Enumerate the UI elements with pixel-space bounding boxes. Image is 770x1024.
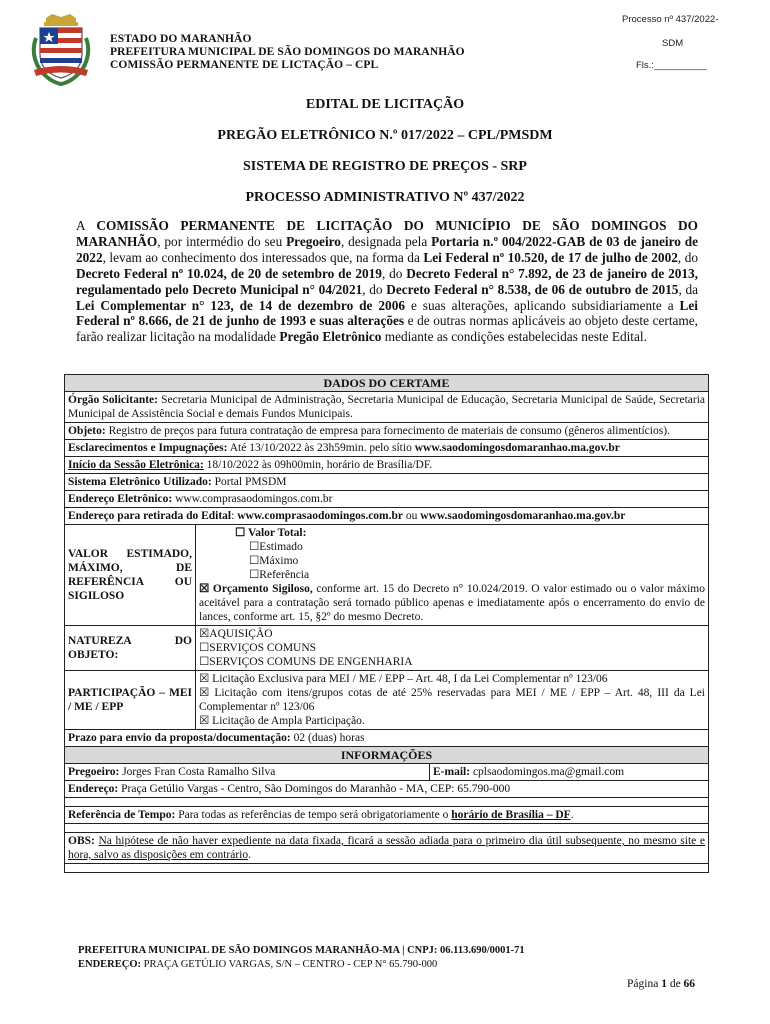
retirada-site2-link[interactable]: www.saodomingosdomaranhao.ma.gov.br <box>420 510 626 522</box>
orcamento-sigiloso-checkbox[interactable]: ☒ Orçamento Sigiloso, <box>199 583 313 595</box>
spacer <box>65 824 709 833</box>
certame-table <box>64 374 709 873</box>
srp-title: SISTEMA DE REGISTRO DE PREÇOS - SRP <box>243 159 527 174</box>
tempo-end: . <box>570 809 574 821</box>
processo-title: PROCESSO ADMINISTRATIVO Nº 437/2022 <box>245 190 525 205</box>
endereco-eletronico-link[interactable]: www.comprasaodomingos.com.br <box>172 493 333 505</box>
intro-law-10520: Lei Federal nº 10.520, de 17 de julho de 2002 <box>423 249 678 265</box>
esclarecimentos-label: Esclarecimentos e Impugnações: <box>68 442 228 454</box>
header-commission: COMISSÃO PERMANENTE DE LICTAÇÃO – CPL <box>110 59 379 71</box>
intro-pregoeiro: Pregoeiro <box>286 233 341 249</box>
orgao-row <box>65 392 709 423</box>
intro-text: e suas alterações, aplicando subsidiariamente a <box>405 297 680 313</box>
process-number: Processo nº 437/2022- <box>622 14 719 25</box>
intro-text: , da <box>678 281 699 297</box>
servicos-engenharia-checkbox[interactable]: ☐SERVIÇOS COMUNS DE ENGENHARIA <box>199 656 413 668</box>
retirada-sep: : <box>231 510 238 522</box>
ampla-checkbox[interactable]: ☒ Licitação de Ampla Participação. <box>199 715 365 727</box>
page-current: 1 <box>661 978 667 990</box>
sheet-number-field: Fls.:__________ <box>636 60 707 71</box>
inicio-value: 18/10/2022 às 09h00min, horário de Brasília/DF. <box>203 459 433 471</box>
intro-text: , do <box>381 265 407 281</box>
participacao-label: PARTICIPAÇÃO – MEI / ME / EPP <box>65 671 196 730</box>
sistema-value: Portal PMSDM <box>211 476 287 488</box>
intro-text: A <box>76 218 97 233</box>
natureza-options <box>196 626 709 671</box>
intro-text: , por intermédio do seu <box>157 233 287 249</box>
page-number <box>627 978 695 990</box>
esclarecimentos-value: Até 13/10/2022 às 23h59min. pelo sítio <box>227 442 415 454</box>
intro-decree-7892: Decreto Federal n° 7.892, de 23 de janeiro de 2013, regulamentado pelo Decreto Municipal n° 04/2021 <box>76 265 698 297</box>
esclarecimentos-row <box>65 440 709 457</box>
estimado-checkbox[interactable]: ☐Estimado <box>249 541 303 553</box>
intro-lc-123: Lei Complementar n° 123, de 14 de dezembro de 2006 <box>76 297 405 313</box>
intro-text: , do <box>677 249 698 265</box>
endereco-row <box>65 781 709 798</box>
valor-total-checkbox[interactable]: ☐ Valor Total: <box>235 527 307 539</box>
retirada-label: Endereço para retirada do Edital <box>68 510 232 522</box>
orcamento-sigiloso-option <box>199 582 705 624</box>
endereco-eletronico-row <box>65 491 709 508</box>
tempo-value: Para todas as referências de tempo será obrigatoriamente o <box>175 809 452 821</box>
objeto-label: Objeto: <box>68 425 106 437</box>
tempo-row <box>65 807 709 824</box>
servicos-comuns-checkbox[interactable]: ☐SERVIÇOS COMUNS <box>199 642 317 654</box>
participacao-options <box>196 671 709 730</box>
orcamento-sigiloso-text: conforme art. 15 do Decreto n° 10.024/2019. O valor estimado ou o valor máximo aceitável para a contratação será tornado público apenas e imediatamente após o encerramento do envio de lances, conforme art. 15, §2º do mesmo Decreto. <box>199 583 705 623</box>
certame-header: DADOS DO CERTAME <box>65 375 709 392</box>
obs-label: OBS: <box>68 835 95 847</box>
sistema-row <box>65 474 709 491</box>
intro-portaria: Portaria n.º 004/2022-GAB de 03 de janeiro de 2022 <box>76 233 698 265</box>
retirada-or: ou <box>403 510 421 522</box>
municipal-coat-of-arms-icon <box>26 14 96 86</box>
exclusiva-checkbox[interactable]: ☒ Licitação Exclusiva para MEI / ME / EPP – Art. 48, I da Lei Complementar nº 123/06 <box>199 673 608 685</box>
obs-value: Na hipótese de não haver expediente na data fixada, ficará a sessão adiada para o primeiro dia útil subsequente, no mesmo site e hora, salvo as disposições em contrário <box>68 835 706 861</box>
endereco-label: Endereço: <box>68 783 119 795</box>
page-of: de <box>666 978 684 990</box>
intro-text: , do <box>362 281 387 297</box>
email-link[interactable]: cplsaodomingos.ma@gmail.com <box>470 766 625 778</box>
inicio-row <box>65 457 709 474</box>
footer-address-label: ENDEREÇO: <box>78 959 142 970</box>
aquisicao-checkbox[interactable]: ☒AQUISIÇÃO <box>199 628 273 640</box>
pregoeiro-label: Pregoeiro: <box>68 766 120 778</box>
pregao-title: PREGÃO ELETRÔNICO N.º 017/2022 – CPL/PMSDM <box>217 128 553 143</box>
info-header: INFORMAÇÕES <box>65 747 709 764</box>
retirada-row <box>65 508 709 525</box>
valor-options <box>196 525 709 626</box>
retirada-site-link[interactable]: www.comprasaodomingos.com.br <box>237 510 404 522</box>
orgao-value: Secretaria Municipal de Administração, Secretaria Municipal de Educação, Secretaria Municipal de Saúde, Secretaria Municipal de Assistência Social e demais Fundos Municipais. <box>68 394 706 420</box>
intro-law-8666: Lei Federal nº 8.666, de 21 de junho de 1993 e suas alterações <box>76 297 698 329</box>
esclarecimentos-site-link[interactable]: www.saodomingosdomaranhao.ma.gov.br <box>414 442 620 454</box>
spacer <box>65 864 709 873</box>
obs-end: . <box>248 849 251 861</box>
email-cell <box>430 764 627 780</box>
tempo-brasilia: horário de Brasília – DF <box>451 809 571 821</box>
valor-label: VALOR ESTIMADO, MÁXIMO, DE REFERÊNCIA OU SIGILOSO <box>65 525 196 626</box>
intro-text: e de outras normas aplicáveis ao objeto deste certame, farão realizar licitação na modalidade <box>76 313 698 345</box>
footer-prefeitura: PREFEITURA MUNICIPAL DE SÃO DOMINGOS MARANHÃO-MA | CNPJ: 06.113.690/0001-71 <box>78 945 525 956</box>
intro-decree-10024: Decreto Federal nº 10.024, de 20 de setembro de 2019 <box>76 265 382 281</box>
page-total: 66 <box>683 978 696 990</box>
page-title: EDITAL DE LICITAÇÃO <box>305 97 465 112</box>
prazo-label: Prazo para envio da proposta/documentação: <box>68 732 291 744</box>
pregoeiro-value: Jorges Fran Costa Ramalho Silva <box>119 766 276 778</box>
header-state: ESTADO DO MARANHÃO <box>110 33 252 45</box>
cotas-checkbox[interactable]: ☒ Licitação com itens/grupos cotas de até 25% reservadas para MEI / ME / EPP – Art. 48, III da Lei Complementar nº 123/06 <box>199 687 705 713</box>
natureza-label: NATUREZA DO OBJETO: <box>65 626 196 671</box>
objeto-value: Registro de preços para futura contratação de empresa para fornecimento de materiais de consumo (gêneros alimentícios). <box>105 425 670 437</box>
tempo-label: Referência de Tempo: <box>68 809 176 821</box>
intro-paragraph <box>76 218 698 345</box>
inicio-label: Início da Sessão Eletrônica: <box>68 459 204 471</box>
maximo-checkbox[interactable]: ☐Máximo <box>249 555 299 567</box>
intro-text: , designada pela <box>340 233 432 249</box>
prazo-row <box>65 730 709 747</box>
prazo-value: 02 (duas) horas <box>290 732 365 744</box>
spacer <box>65 798 709 807</box>
intro-decree-8538: Decreto Federal n° 8.538, de 06 de outubro de 2015 <box>386 281 679 297</box>
endereco-value: Praça Getúlio Vargas - Centro, São Domingos do Maranhão - MA, CEP: 65.790-000 <box>118 783 511 795</box>
orgao-label: Órgão Solicitante: <box>68 394 158 406</box>
footer-address <box>78 959 437 970</box>
page-word: Página <box>627 978 662 990</box>
intro-commission: COMISSÃO PERMANENTE DE LICITAÇÃO DO MUNICÍPIO DE SÃO DOMINGOS DO MARANHÃO <box>76 218 698 249</box>
sistema-label: Sistema Eletrônico Utilizado: <box>68 476 212 488</box>
intro-modality: Pregão Eletrônico <box>279 329 382 345</box>
email-label: E-mail: <box>433 766 471 778</box>
pregoeiro-email-row <box>65 764 709 781</box>
intro-text: , levam ao conhecimento dos interessados que, na forma da <box>102 249 424 265</box>
footer-address-value: PRAÇA GETÚLIO VARGAS, S/N – CENTRO - CEP N° 65.790-000 <box>141 959 438 970</box>
pregoeiro-cell <box>65 764 430 780</box>
header-prefeitura: PREFEITURA MUNICIPAL DE SÃO DOMINGOS DO MARANHÃO <box>110 46 465 58</box>
intro-text: mediante as condições estabelecidas neste Edital. <box>381 329 647 345</box>
obs-row <box>65 833 709 864</box>
endereco-eletronico-label: Endereço Eletrônico: <box>68 493 173 505</box>
referencia-checkbox[interactable]: ☐Referência <box>249 569 310 581</box>
process-sdm: SDM <box>662 38 684 49</box>
objeto-row <box>65 423 709 440</box>
